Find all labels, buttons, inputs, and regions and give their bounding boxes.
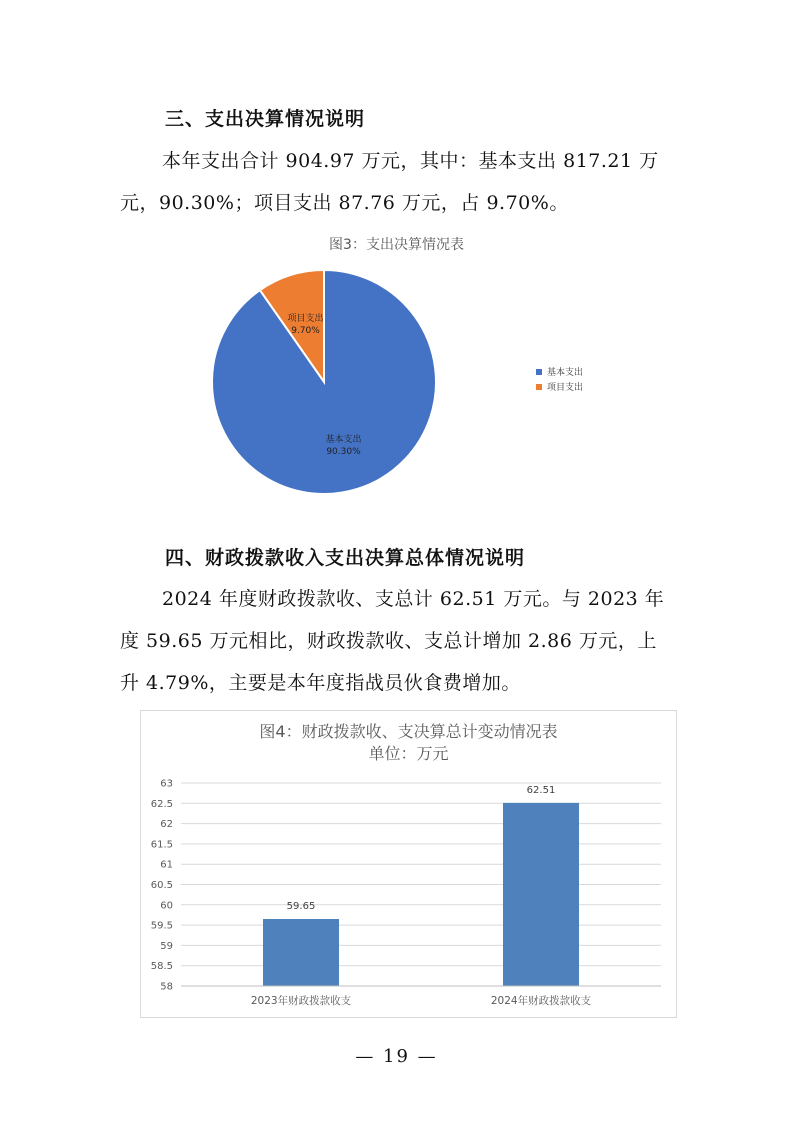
bar-chart-subtitle: 单位：万元 [368, 744, 449, 763]
legend-swatch-basic [536, 369, 542, 375]
pie-label-project-name: 项目支出 [287, 314, 324, 325]
bar-chart [141, 711, 676, 1017]
bar-chart-container [140, 710, 677, 1018]
section3-line1: 本年支出合计 904.97 万元，其中：基本支出 817.21 万 [162, 150, 659, 172]
y-tick-label: 59.5 [150, 920, 173, 932]
bar-2 [503, 803, 579, 986]
y-tick-label: 60.5 [150, 880, 173, 891]
pie-slice-basic [212, 270, 436, 494]
page-number: — 19 — [355, 1046, 438, 1067]
legend-label-project: 项目支出 [547, 383, 584, 393]
legend-swatch-project [536, 384, 542, 390]
pie-chart-title: 图3：支出决算情况表 [329, 237, 464, 253]
legend-item-basic [536, 364, 583, 379]
section4-line2: 度 59.65 万元相比，财政拨款收、支总计增加 2.86 万元，上 [120, 630, 657, 652]
pie-legend [536, 364, 583, 394]
section4-line1: 2024 年度财政拨款收、支总计 62.51 万元。与 2023 年 [162, 588, 665, 610]
x-category-label: 2023年财政拨款收支 [250, 995, 352, 1007]
y-tick-label: 58 [160, 981, 173, 993]
legend-label-basic: 基本支出 [547, 368, 584, 378]
bar-chart-title: 图4：财政拨款收、支决算总计变动情况表 [259, 722, 558, 741]
y-tick-label: 61.5 [150, 839, 173, 851]
pie-label-basic-name: 基本支出 [325, 434, 362, 445]
y-tick-label: 61 [160, 859, 173, 871]
x-category-label: 2024年财政拨款收支 [490, 995, 592, 1007]
y-tick-label: 59 [160, 940, 173, 952]
section4-heading: 四、财政拨款收入支出决算总体情况说明 [165, 547, 526, 569]
bar-1 [263, 919, 339, 986]
pie-label-project-percent: 9.70% [291, 326, 320, 337]
y-tick-label: 63 [160, 778, 173, 790]
bar-data-label: 62.51 [526, 784, 556, 796]
y-tick-label: 58.5 [150, 961, 173, 973]
y-tick-label: 62 [160, 819, 173, 831]
section3-paragraph [120, 146, 676, 230]
section3-heading: 三、支出决算情况说明 [165, 108, 366, 130]
bar-data-label: 59.65 [286, 901, 316, 913]
section4-paragraph [120, 584, 676, 710]
section3-line2: 元，90.30%；项目支出 87.76 万元，占 9.70%。 [120, 192, 569, 214]
legend-item-project [536, 379, 583, 394]
pie-label-basic-percent: 90.30% [326, 446, 361, 457]
y-tick-label: 60 [160, 900, 173, 912]
y-tick-label: 62.5 [150, 798, 173, 810]
pie-chart [180, 255, 470, 510]
section4-line3: 升 4.79%，主要是本年度指战员伙食费增加。 [120, 672, 521, 694]
